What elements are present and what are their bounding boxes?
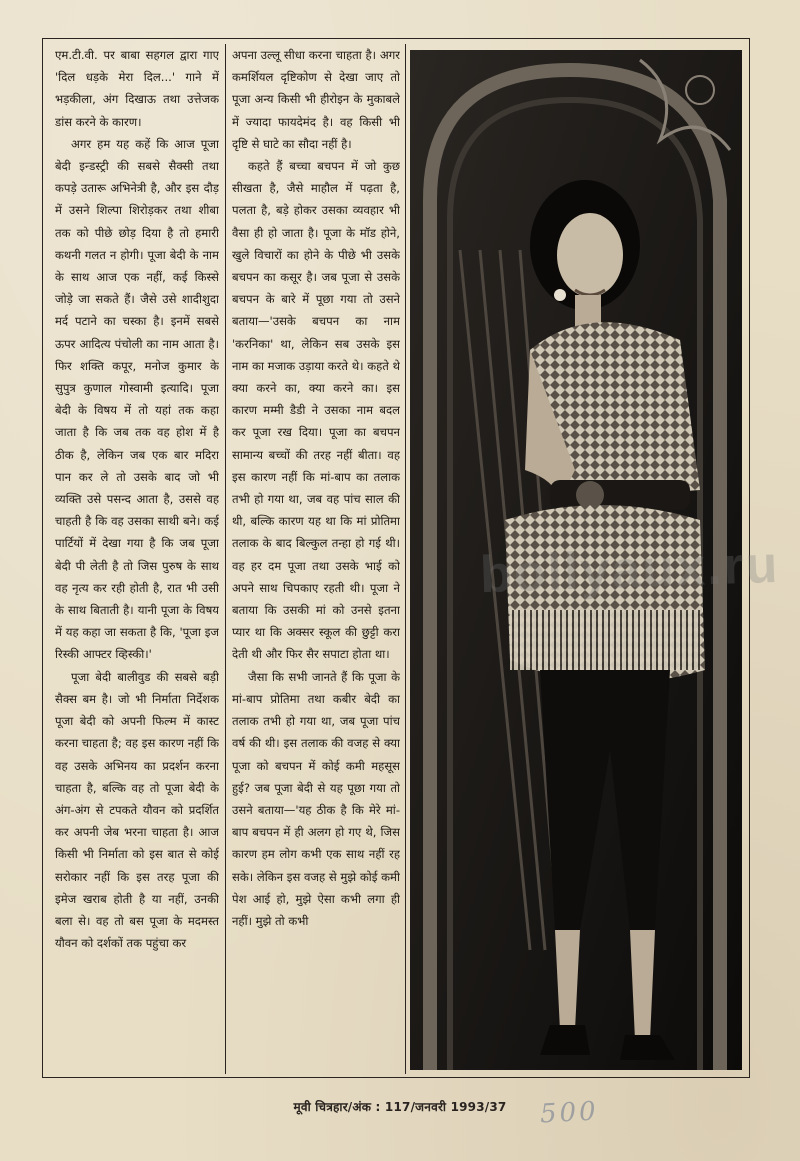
column-divider [405, 44, 406, 1074]
text-column-2 [232, 44, 400, 1072]
paragraph: एम.टी.वी. पर बाबा सहगल द्वारा गाए 'दिल धड़के मेरा दिल...' गाने में भड़कीला, अंग दिखाऊ तथा उत्तेजक डांस करने के कारण। [55, 48, 219, 129]
text-column-1 [55, 44, 219, 1072]
page-footer [0, 1098, 800, 1115]
paragraph: पूजा बेदी बालीवुड की सबसे बड़ी सैक्स बम है। जो भी निर्माता निर्देशक पूजा बेदी को अपनी फिल्म में कास्ट करना चाहता है; वह इस कारण नहीं कि वह उसके अभिनय का प्रदर्शन करना चाहता है, बल्कि वह तो पूजा बेदी के अंग-अंग से टपकते यौवन को प्रदर्शित कर अपनी जेब भरना चाहता है। आज किसी भी निर्माता को इस बात से कोई सरोकार नहीं कि इस तरह पूजा की इमेज खराब होती है या नहीं, उनकी बला से। वह तो बस पूजा के मदमस्त यौवन को दर्शकों तक पहुंचा कर [55, 669, 219, 951]
paragraph: कहते हैं बच्चा बचपन में जो कुछ सीखता है, जैसे माहौल में पढ़ता है, पलता है, बड़े होकर उसका व्यवहार भी वैसा ही हो जाता है। पूजा के मॉड होने, खुले विचारों का होने के पीछे भी उसके बचपन का कसूर है। जब पूजा से उसके बचपन के बारे में पूछा गया तो उसने बताया—'उसके बचपन का नाम 'करनिका' था, लेकिन सब उसके इस नाम का मजाक उड़ाया करते थे। कहते थे क्या करने का, क्या करने का। इस कारण मम्मी डैडी ने उसका नाम बदल कर पूजा रख दिया। पूजा का बचपन सामान्य बच्चों की तरह नहीं बीता। वह इस कारण नहीं कि मां-बाप का तलाक तभी हो गया था, जब वह पांच साल की थी, बल्कि कारण यह था कि मां प्रोतिमा तलाक के बाद बिल्कुल तन्हा हो गई थी। वह हर दम पूजा तथा उसके भाई को अपने साथ चिपकाए रहती थी। पूजा ने बताया कि उसकी मां को उनसे इतना प्यार था कि अक्सर स्कूल की छुट्टी करा देती थी और फिर सैर सपाटा होता था। [232, 159, 400, 662]
paragraph: अपना उल्लू सीधा करना चाहता है। अगर कमर्शियल दृष्टिकोण से देखा जाए तो पूजा अन्य किसी भी हीरोइन के मुकाबले में ज्यादा फायदेमंद है। वह किसी भी दृष्टि से घाटे का सौदा नहीं है। [232, 48, 400, 151]
footer-citation: मूवी चित्रहार/अंक : 117/जनवरी 1993/37 [293, 1100, 507, 1114]
watermark-text: bollyaux.ru [479, 535, 781, 605]
paragraph: जैसा कि सभी जानते हैं कि पूजा के मां-बाप प्रोतिमा तथा कबीर बेदी का तलाक तभी हो गया था, जब पूजा पांच वर्ष की थी। इस तलाक की वजह से क्या पूजा को बचपन में कोई कमी महसूस हुई? जब पूजा बेदी से यह पूछा गया तो उसने बताया—'यह ठीक है कि मेरे मां-बाप बचपन में ही अलग हो गए थे, जिस कारण हम लोग कभी एक साथ नहीं रह सके। लेकिन इस वजह से मुझे कोई कमी पेश आई हो, मुझे ऐसा कभी लगा ही नहीं। मुझे तो कभी [232, 669, 400, 928]
handwritten-number: 500 [539, 1096, 600, 1130]
column-divider [225, 44, 226, 1074]
paragraph: अगर हम यह कहें कि आज पूजा बेदी इन्डस्ट्री की सबसे सैक्सी तथा कपड़े उतारू अभिनेत्री है, और इस दौड़ में उसने शिल्पा शिरोड़कर तथा शीबा तक को पीछे छोड़ दिया है तो हमारी कथनी गलत न होगी। पूजा बेदी के नाम के साथ आज एक नहीं, कई किस्से जोड़े जा सकते हैं। जैसे उसे शादीशुदा मर्द पटाने का चस्का है। इनमें सबसे ऊपर आदित्य पंचोली का नाम आता है। फिर शक्ति कपूर, मनोज कुमार के सुपुत्र कुणाल गोस्वामी इत्यादि। पूजा बेदी के विषय में तो यहां तक कहा जाता है कि जब तक वह होश में है ठीक है, लेकिन जब एक बार मदिरा पान कर ले तो उसके बाद जो भी व्यक्ति उसे पसन्द आता है, उससे वह चाहती है कि वह उसका साथी बने। कई पार्टियों में देखा गया है कि जब पूजा बेदी पी लेती है तो जिस पुरुष के साथ वह नृत्य कर रही होती है, रात भी उसी के साथ बिताती है। यानी पूजा के विषय में यह कहा जा सकता है कि, 'पूजा इज रिस्की आफ्टर व्हिस्की।' [55, 136, 219, 662]
